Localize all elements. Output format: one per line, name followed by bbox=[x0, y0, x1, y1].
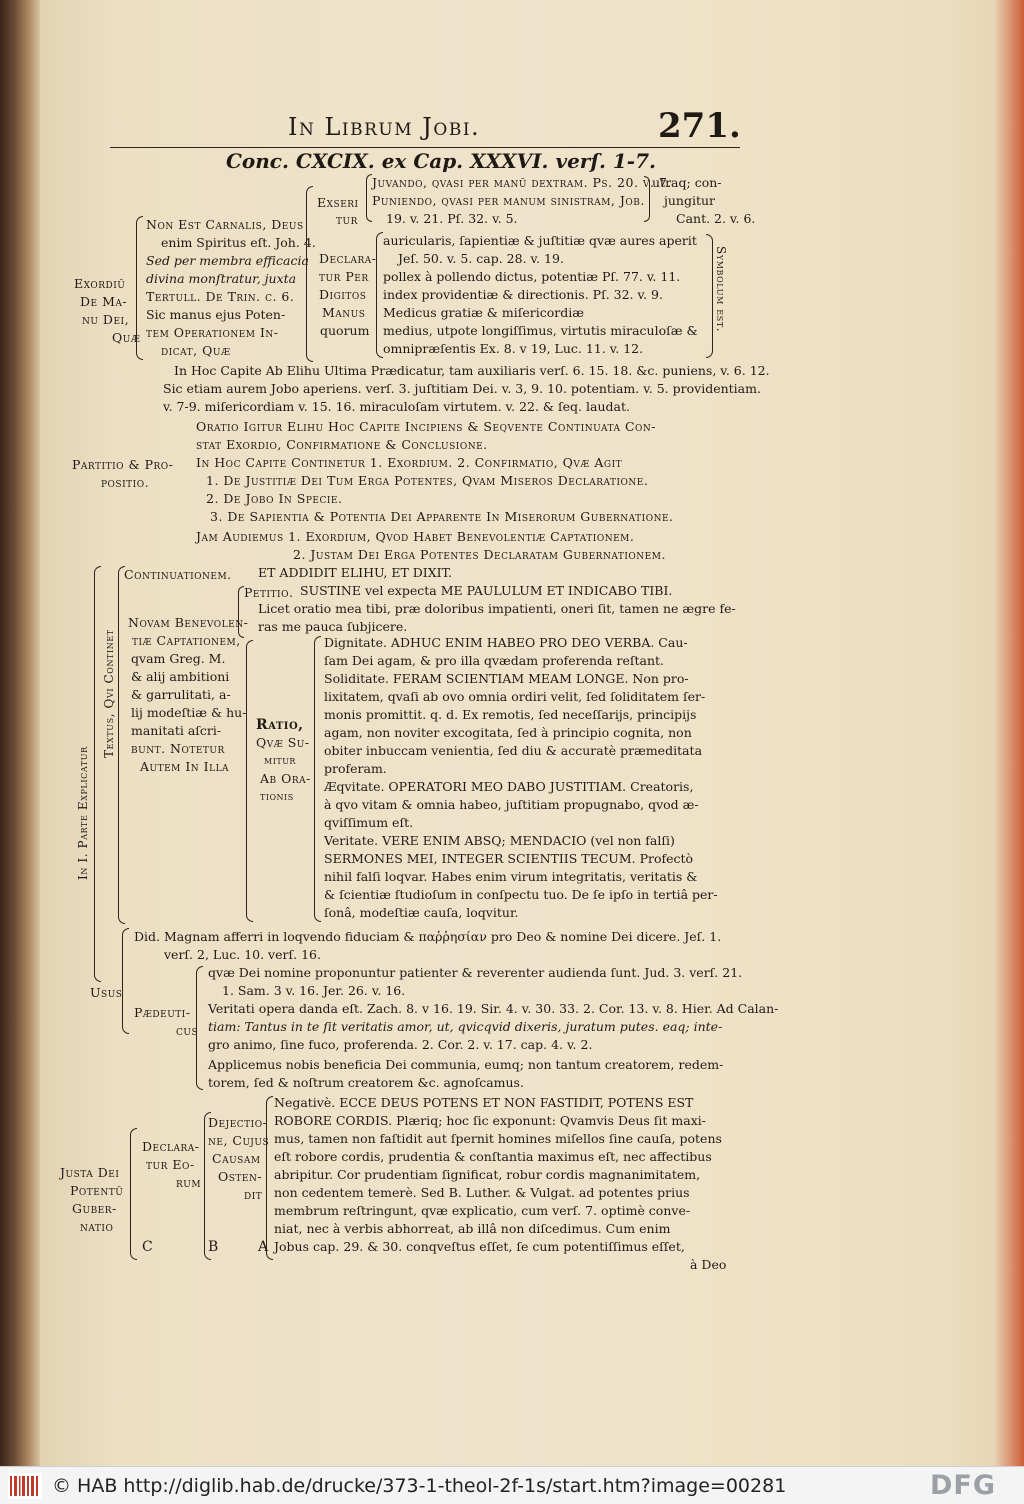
ratio-4: tionis bbox=[260, 790, 294, 803]
paed-2: Veritati opera danda eſt. Zach. 8. v 16. 19. Sir. 4. v. 30. 33. 2. Cor. 13. v. 8. Hier. Ad Calan- bbox=[208, 1001, 779, 1016]
signature-a: A bbox=[258, 1239, 269, 1255]
finger-4: Medicus gratiæ & miſericordiæ bbox=[383, 305, 585, 320]
pars-vertical: In I. Parte Explicatur bbox=[76, 746, 90, 880]
justa-line-0: Negativè. ECCE DEUS POTENS ET NON FASTIDIT, POTENS EST bbox=[274, 1095, 694, 1110]
paed-4: gro animo, ſine fuco, proferenda. 2. Cor. 2. v. 17. cap. 4. v. 2. bbox=[208, 1037, 593, 1052]
dejectio-3: Osten- bbox=[218, 1169, 263, 1184]
usus-label: Usus bbox=[90, 985, 123, 1000]
para2-line-0: Oratio Igitur Elihu Hoc Capite Incipiens & Seqvente Continuata Con- bbox=[196, 419, 657, 434]
justa-0: Justa Dei bbox=[60, 1165, 120, 1180]
soliditate-5: proferam. bbox=[324, 761, 387, 776]
justa-outer-brace bbox=[130, 1128, 137, 1260]
veritate-0: Veritate. VERE ENIM ABSQ; MENDACIO (vel non falſi) bbox=[324, 833, 675, 848]
exordium-label-0: Exordiũ bbox=[74, 276, 126, 291]
aequitate-2: qviſſimum eſt. bbox=[324, 815, 414, 830]
exordium-label-3: Quæ bbox=[112, 330, 141, 345]
exordium-label-1: De Ma- bbox=[80, 294, 128, 309]
para1-line-2: v. 7-9. miſericordiam v. 15. 16. miraculoſam virtutem. v. 22. & ſeq. laudat. bbox=[163, 399, 630, 414]
veritate-2: nihil falſi loqvar. Habes enim virum integritatis, veritatis & bbox=[324, 869, 698, 884]
justa-3: natio bbox=[80, 1219, 114, 1234]
usus-brace bbox=[122, 928, 129, 1034]
novam-4: & garrulitati, a- bbox=[131, 687, 231, 702]
partitio-label-1: positio. bbox=[101, 475, 150, 490]
paedeuti-1: cus bbox=[176, 1023, 199, 1038]
para1-line-1: Sic etiam aurem Jobo aperiens. verſ. 3. juſtitiam Dei. v. 3, 9. 10. potentiam. v. 5. providentiam. bbox=[163, 381, 761, 396]
carnalis-line-2: Sed per membra efficacia bbox=[146, 253, 309, 268]
justa-line-4: abripitur. Cor prudentiam ſignificat, robur cordis magnanimitatem, bbox=[274, 1167, 701, 1182]
partitio-line-0: In Hoc Capite Continetur 1. Exordium. 2. Confirmatio, Qvæ Agit bbox=[196, 455, 623, 470]
justa-line-5: non cedentem temerè. Sed B. Luther. & Vulgat. ad potentes prius bbox=[274, 1185, 690, 1200]
paed-1: 1. Sam. 3 v. 16. Jer. 26. v. 16. bbox=[222, 983, 406, 998]
declara2-2: rum bbox=[176, 1175, 202, 1190]
running-title: In Librum Jobi. bbox=[288, 113, 481, 141]
declara2-1: tur Eo- bbox=[146, 1157, 195, 1172]
did-1: verſ. 2, Luc. 10. verſ. 16. bbox=[164, 947, 321, 962]
dejectio-1: ne, Cujus bbox=[208, 1133, 270, 1148]
dejectio-0: Dejectio- bbox=[208, 1115, 268, 1130]
dejectio-2: Causam bbox=[212, 1151, 261, 1166]
aequitate-0: Æqvitate. OPERATORI MEO DABO JUSTITIAM. Creatoris, bbox=[324, 779, 694, 794]
carnalis-line-5: Sic manus ejus Poten- bbox=[146, 307, 286, 322]
hab-barcode-logo-icon[interactable] bbox=[8, 1473, 42, 1499]
veritate-1: SERMONES MEI, INTEGER SCIENTIIS TECUM. Profectò bbox=[324, 851, 694, 866]
paed-3: tiam: Tantus in te ſit veritatis amor, ut, qvicqvid dixeris, juratum putes. eaq; inte- bbox=[208, 1019, 723, 1034]
carnalis-line-3: divina monſtratur, juxta bbox=[146, 271, 297, 286]
signature-b: B bbox=[208, 1239, 219, 1255]
novam-3: & alij ambitioni bbox=[131, 669, 230, 684]
carnalis-line-0: Non Est Carnalis, Deus bbox=[146, 217, 304, 232]
exseri-1: tur bbox=[336, 212, 358, 227]
utraq-1: jungitur bbox=[664, 193, 716, 208]
textus-vertical: Textus, Qvi Continet bbox=[102, 629, 116, 758]
pars-brace bbox=[94, 566, 101, 982]
viewer-footer bbox=[0, 1466, 1024, 1504]
declar-2: Digitos bbox=[319, 287, 367, 302]
dejectio-4: dit bbox=[244, 1187, 263, 1202]
finger-0: auricularis, ſapientiæ & juſtitiæ qvæ aures aperit bbox=[383, 233, 697, 248]
partitio-line-3: 3. De Sapientia & Potentia Dei Apparente In Miserorum Gubernatione. bbox=[210, 509, 674, 524]
soliditate-0: Soliditate. FERAM SCIENTIAM MEAM LONGE. Non pro- bbox=[324, 671, 689, 686]
partitio-line-1: 1. De Justitiæ Dei Tum Erga Potentes, Qvam Miseros Declaratione. bbox=[206, 473, 649, 488]
dignitate-0: Dignitate. ADHUC ENIM HABEO PRO DEO VERBA. Cau- bbox=[324, 635, 688, 650]
soliditate-4: obiter inbuccam venientia, ſed diu & accuratè præmeditata bbox=[324, 743, 703, 758]
petitio-2: ras me pauca ſubjicere. bbox=[258, 619, 408, 634]
symbolum-vertical: Symbolum eſt. bbox=[714, 246, 728, 333]
para2-line-1: stat Exordio, Confirmatione & Conclusione. bbox=[196, 437, 488, 452]
ratio-0: Ratio, bbox=[256, 717, 304, 733]
carnalis-line-1: enim Spiritus eſt. Joh. 4. bbox=[161, 235, 316, 250]
exseri-0: Exseri bbox=[317, 195, 359, 210]
declar-4: quorum bbox=[320, 323, 370, 338]
carnalis-line-4: Tertull. De Trin. c. 6. bbox=[146, 289, 295, 304]
justa-1: Potentũ bbox=[70, 1183, 124, 1198]
jam-line-0: Jam Audiemus 1. Exordium, Qvod Habet Benevolentiæ Captationem. bbox=[196, 529, 635, 544]
copyright-url-link[interactable]: © HAB http://diglib.hab.de/drucke/373-1-theol-2f-1s/start.htm?image=00281 bbox=[52, 1475, 787, 1497]
did-0: Did. Magnam afferri in loqvendo fiduciam & παῤῥησίαν pro Deo & nomine Dei dicere. Jeſ. 1. bbox=[134, 929, 722, 944]
symbolum-brace bbox=[706, 234, 713, 358]
veritate-4: ſonâ, modeſtiæ cauſa, loqvitur. bbox=[324, 905, 519, 920]
carnalis-line-6: tem Operationem In- bbox=[146, 325, 279, 340]
novam-8: Autem In Illa bbox=[140, 759, 230, 774]
finger-6: omnipræſentis Ex. 8. v 19, Luc. 11. v. 12. bbox=[383, 341, 644, 356]
signature-c: C bbox=[142, 1239, 153, 1255]
justa-2: Guber- bbox=[72, 1201, 117, 1216]
concio-title: Conc. CXCIX. ex Cap. XXXVI. verſ. 1-7. bbox=[226, 149, 656, 173]
novam-0: Novam Benevolen- bbox=[128, 615, 249, 630]
novam-7: bunt. Notetur bbox=[131, 741, 225, 756]
jam-line-1: 2. Justam Dei Erga Potentes Declaratam Gubernationem. bbox=[293, 547, 666, 562]
juvando-2: 19. v. 21. Pſ. 32. v. 5. bbox=[386, 211, 518, 226]
partitio-line-2: 2. De Jobo In Specie. bbox=[206, 491, 343, 506]
et-addidit: ET ADDIDIT ELIHU, ET DIXIT. bbox=[258, 565, 453, 580]
justa-line-7: niat, nec à verbis abhorreat, ab illâ non diſcedimus. Cum enim bbox=[274, 1221, 671, 1236]
novam-2: qvam Greg. M. bbox=[131, 651, 226, 666]
ratio-brace bbox=[246, 640, 253, 922]
utraq-0: utraq; con- bbox=[652, 175, 722, 190]
carnalis-line-7: dicat, Quæ bbox=[161, 343, 231, 358]
dignitate-brace bbox=[314, 636, 321, 922]
dignitate-1: ſam Dei agam, & pro illa qvædam proferenda reſtant. bbox=[324, 653, 664, 668]
veritate-3: & ſcientiæ ſtudioſum in conſpectu tuo. De ſe ipſo in tertiâ per- bbox=[324, 887, 718, 902]
textus-brace bbox=[118, 566, 125, 924]
dejectio-brace bbox=[266, 1096, 273, 1260]
ratio-3: Ab Ora- bbox=[260, 771, 311, 786]
novam-6: manitati aſcri- bbox=[131, 723, 222, 738]
soliditate-2: monis promittit. q. d. Ex remotis, ſed neceſſarijs, principijs bbox=[324, 707, 697, 722]
exordium-brace bbox=[136, 216, 143, 360]
paed-0: qvæ Dei nomine proponuntur patienter & reverenter audienda ſunt. Jud. 3. verſ. 21. bbox=[208, 965, 743, 980]
exseri-brace bbox=[306, 186, 313, 362]
declar-1: tur Per bbox=[319, 269, 369, 284]
juvando-1: Puniendo, qvaſi per manum ſiniſtram, Job. bbox=[372, 193, 645, 208]
finger-5: medius, utpote longiſſimus, virtutis miraculoſæ & bbox=[383, 323, 698, 338]
partitio-label-0: Partitio & Pro- bbox=[72, 457, 174, 472]
justa-line-3: eſt robore cordis, prudentia & conſtantia maximus eſt, nec affectibus bbox=[274, 1149, 712, 1164]
utraq-brace bbox=[644, 176, 650, 222]
petitio-label: Petitio. bbox=[244, 585, 294, 600]
page-number: 271. bbox=[658, 106, 741, 146]
novam-5: lij modeſtiæ & hu- bbox=[131, 705, 247, 720]
petitio-0: SUSTINE vel expecta ME PAULULUM ET INDICABO TIBI. bbox=[300, 583, 673, 598]
finger-1: Jeſ. 50. v. 5. cap. 28. v. 19. bbox=[398, 251, 564, 266]
justa-line-2: mus, tamen non faſtidit aut ſpernit homines miſellos ſine cauſa, potens bbox=[274, 1131, 722, 1146]
justa-line-1: ROBORE CORDIS. Plæriq; hoc ſic exponunt: Qvamvis Deus ſit maxi- bbox=[274, 1113, 707, 1128]
juvando-0: Juvando, qvaſi per manũ dextram. Pſ. 20. v. 7. bbox=[372, 175, 672, 190]
continuationem: Continuationem. bbox=[124, 567, 232, 582]
aequitate-1: à qvo vitam & omnia habeo, juſtitiam propugnabo, qvod æ- bbox=[324, 797, 699, 812]
finger-2: pollex à pollendo dictus, potentiæ Pſ. 77. v. 11. bbox=[383, 269, 681, 284]
declara2-0: Declara- bbox=[142, 1139, 200, 1154]
justa-line-8: Jobus cap. 29. & 30. conqveſtus eſſet, ſe cum potentiſſimus eſſet, bbox=[274, 1239, 685, 1254]
paed-6: torem, ſed & noſtrum creatorem &c. agnoſcamus. bbox=[208, 1075, 524, 1090]
novam-1: tiæ Captationem, bbox=[132, 633, 241, 648]
exordium-label-2: nu Dei, bbox=[82, 312, 130, 327]
declar-3: Manus bbox=[322, 305, 366, 320]
para1-line-0: In Hoc Capite Ab Elihu Ultima Prædicatur, tam auxiliaris verſ. 6. 15. 18. &c. puniens, v. 6. 12. bbox=[174, 363, 770, 378]
ratio-2: mitur bbox=[264, 754, 296, 767]
header-rule bbox=[110, 147, 740, 148]
ratio-1: Qvæ Su- bbox=[256, 735, 310, 750]
declar-0: Declara- bbox=[319, 251, 377, 266]
paedeuti-brace bbox=[196, 966, 203, 1090]
paedeuti-0: Pædeuti- bbox=[134, 1005, 191, 1020]
finger-3: index providentiæ & directionis. Pſ. 32. v. 9. bbox=[383, 287, 663, 302]
justa-line-6: membrum reſtringunt, qvæ explicatio, cum verſ. 7. optimè conve- bbox=[274, 1203, 691, 1218]
soliditate-3: agam, non noviter excogitata, ſed à principio cognita, non bbox=[324, 725, 692, 740]
catchword: à Deo bbox=[690, 1257, 727, 1272]
paed-5: Applicemus nobis beneficia Dei communia, eumq; non tantum creatorem, redem- bbox=[208, 1057, 724, 1072]
fingers-brace bbox=[376, 232, 383, 358]
petitio-1: Licet oratio mea tibi, præ doloribus impatienti, oneri ſit, tamen ne ægre fe- bbox=[258, 601, 736, 616]
dfg-logo[interactable]: DFG bbox=[930, 1470, 997, 1501]
utraq-2: Cant. 2. v. 6. bbox=[676, 211, 756, 226]
soliditate-1: lixitatem, qvaſi ab ovo omnia ordiri velit, ſed ſoliditatem ſer- bbox=[324, 689, 706, 704]
